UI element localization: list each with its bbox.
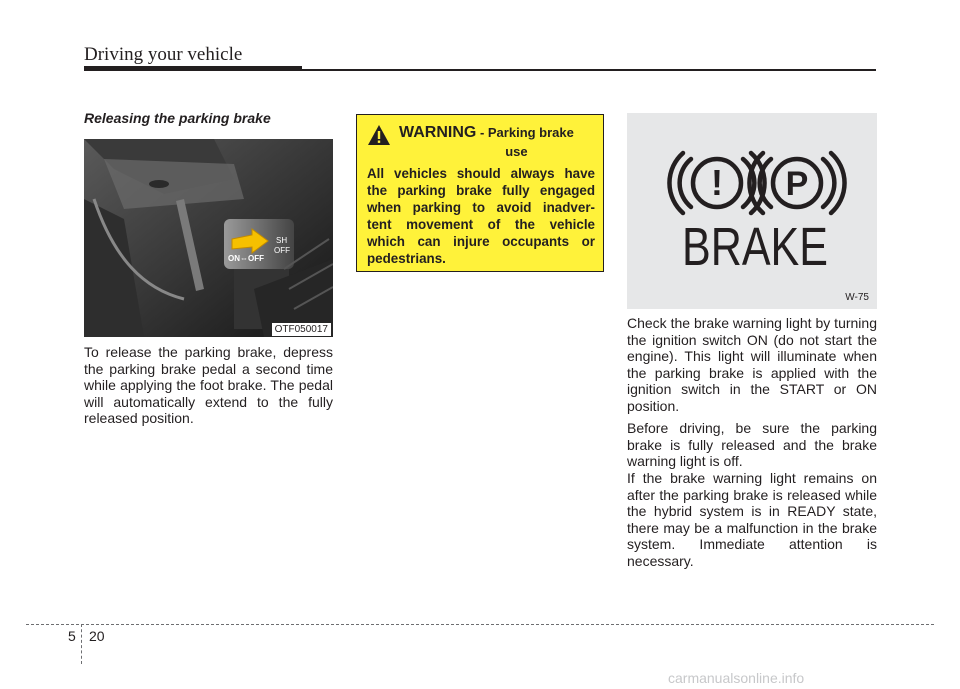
warning-line: tent movement of the vehicle — [367, 217, 595, 232]
pedal-label-right-bottom: OFF — [274, 246, 290, 255]
page-header-title: Driving your vehicle — [84, 44, 243, 65]
photo-caption: OTF050017 — [272, 323, 331, 336]
warning-title-row — [367, 124, 597, 160]
warning-heading-text — [399, 124, 574, 160]
page-number: 20 — [89, 628, 105, 644]
brake-indicator-panel — [627, 113, 877, 309]
chapter-number: 5 — [68, 628, 76, 644]
warning-subtitle-2: use — [505, 144, 528, 159]
parking-brake-photo — [84, 139, 333, 337]
warning-line: the parking brake fully engaged — [367, 183, 595, 198]
footer-vertical-rule — [81, 624, 82, 664]
header-rule-thick — [84, 66, 302, 71]
warning-text — [367, 165, 595, 267]
indicator-code: W-75 — [845, 292, 869, 303]
parking-p-symbol: P — [785, 165, 809, 203]
warning-line: which can injure occupants or — [367, 234, 595, 249]
warning-line: pedestrians. — [367, 251, 446, 266]
watermark-text: carmanualsonline.info — [668, 670, 805, 686]
brake-label: BRAKE — [682, 217, 828, 277]
warning-dash: - — [476, 125, 488, 140]
warning-line: when parking to avoid inadver- — [367, 200, 595, 215]
brake-warning-light-icon — [627, 113, 877, 309]
footer-dashed-rule — [26, 624, 934, 625]
exclamation-symbol: ! — [711, 162, 723, 203]
pedal-label-right-top: SH — [276, 236, 288, 245]
warning-light-check-text: Check the brake warning light by turning the ignition switch ON (do not start the engine). This light will illuminate when the parking brake is applied with the ignition switch in the START or ON position. — [627, 315, 877, 414]
header-rule-thin — [300, 69, 876, 71]
malfunction-text: If the brake warning light remains on after the parking brake is released while the hybrid system is in READY state, there may be a malfunction in the brake system. Immediate attention is necessary. — [627, 470, 877, 569]
release-instructions-text: To release the parking brake, depress the parking brake pedal a second time while applying the foot brake. The pedal will automatically extend to the fully released position. — [84, 344, 333, 426]
section-heading: Releasing the parking brake — [84, 110, 271, 126]
warning-box — [356, 114, 604, 272]
warning-line: All vehicles should always have — [367, 166, 595, 181]
warning-subtitle-1: Parking brake — [487, 125, 574, 140]
pedal-label-left: ON⇔OFF — [228, 254, 264, 263]
before-driving-text: Before driving, be sure the parking brake is fully released and the brake warning light is off. — [627, 420, 877, 469]
pedal-illustration — [84, 139, 333, 337]
warning-word: WARNING — [399, 124, 477, 141]
warning-triangle-icon — [367, 124, 391, 146]
